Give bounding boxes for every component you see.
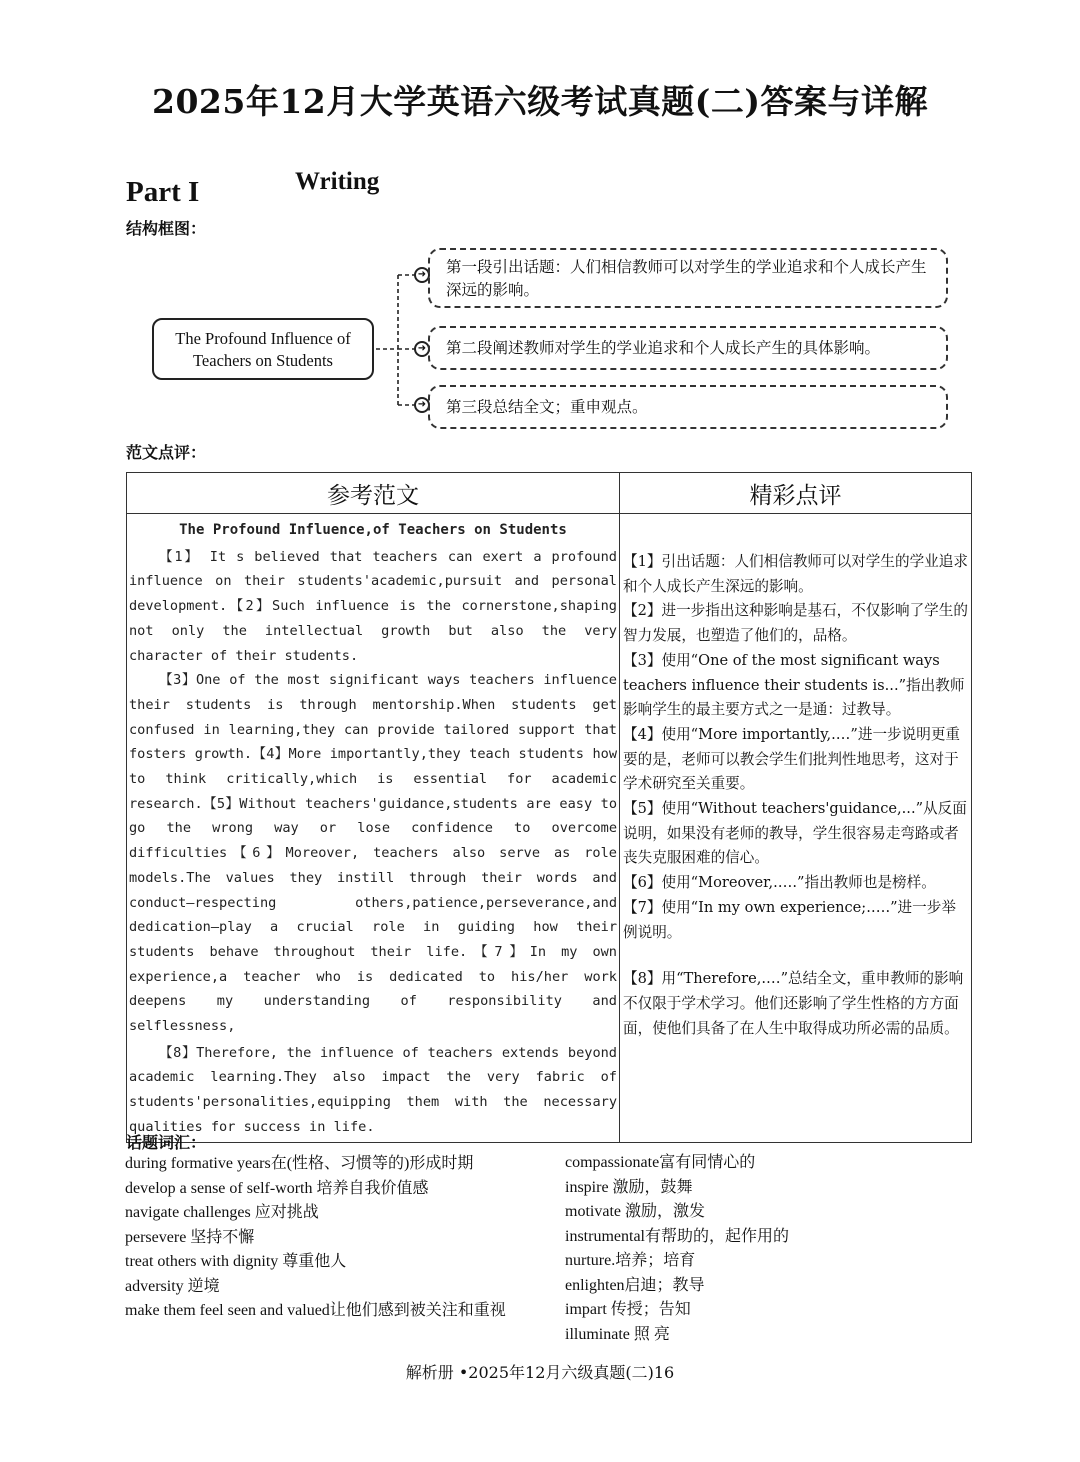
vocab-item: nurture.培养；培育	[565, 1252, 696, 1269]
vocab-item: make them feel seen and valued让他们感到被关注和重视	[125, 1302, 506, 1319]
vocab-item: persevere 坚持不懈	[125, 1228, 255, 1246]
vocab-item: adversity 逆境	[125, 1277, 220, 1295]
framework-label: 结构框图：	[126, 219, 207, 238]
comment-7: 【7】使用“In my own experience;.….”进一步举例说明。	[623, 898, 956, 941]
part-heading: Part I	[126, 176, 200, 208]
comment-4: 【4】使用“More importantly,.…”进一步说明更重要的是，老师可以教会学生们批判性地思考，这对于学术研究至关重要。	[623, 725, 961, 793]
table-header-comments: 精彩点评	[620, 473, 972, 514]
vocab-label: 话题词汇：	[126, 1133, 207, 1152]
vocab-item: compassionate富有同情心的	[565, 1154, 756, 1171]
arrow-icon: ➜	[414, 267, 430, 283]
comment-5: 【5】使用“Without teachers'guidance,...”从反面说明，如果没有老师的教导，学生很容易走弯路或者丧失克服困难的信心。	[623, 800, 967, 867]
vocab-item: inspire 激励，鼓舞	[565, 1178, 693, 1196]
comment-3: 【3】使用“One of the most significant ways teachers influence their students is...”指出教师影响学生的最主要方式之一是通：过教导。	[623, 651, 965, 719]
table-header-essay: 参考范文	[127, 473, 620, 514]
vocab-item: navigate challenges 应对挑战	[125, 1204, 319, 1221]
vocab-item: instrumental有帮助的，起作用的	[565, 1227, 789, 1245]
vocab-right-list	[565, 1151, 965, 1347]
comment-1: 【1】引出话题：人们相信教师可以对学生的学业追求和个人成长产生深远的影响。	[623, 553, 968, 595]
page-footer: 解析册 •2025年12月六级真题(二)16	[405, 1363, 675, 1382]
comment-8: 【8】用“Therefore,.…”总结全文，重申教师的影响不仅限于学术学习。他们还影响了学生性格的方方面面，使他们具备了在人生中取得成功所必需的品质。	[623, 970, 964, 1037]
essay-paragraph-2: 【3】One of the most significant ways teachers influence their students is through mentorship.When students get confused in learning,they can provide tailored support that fosters growth.【4】More importantly,they teach students how to think critically,which is essential for academic research.【5】Without teachers'guidance,students are easy to go the wrong way or lose confidence to overcome difficulties【6】Moreover, teachers also serve as role models.The values they instill through their words and conduct—respecting others,patience,perseverance,and dedication—play a crucial role in guiding how their students behave throughout their life.【7】In my own experience,a teacher who is dedicated to his/her work deepens my understanding of responsibility and selflessness,	[129, 672, 617, 1035]
essay-title: The Profound Influence,of Teachers on Students	[179, 522, 567, 538]
comment-6: 【6】使用“Moreover,.….”指出教师也是榜样。	[623, 874, 936, 892]
vocab-item: enlighten启迪；教导	[565, 1276, 705, 1294]
vocab-item: treat others with dignity 尊重他人	[125, 1253, 347, 1270]
essay-paragraph-1: 【1】 It s believed that teachers can exert a profound influence on their students'academic,pursuit and personal development.【2】Such influence is the cornerstone,shaping not only the intellectual growth but also the very character of their students.	[129, 548, 617, 664]
vocab-item: develop a sense of self-worth 培养自我价值感	[125, 1179, 429, 1197]
essay-cell	[127, 514, 620, 1143]
arrow-icon: ➜	[414, 397, 430, 413]
mind-map-node-2: 第二段阐述教师对学生的学业追求和个人成长产生的具体影响。	[428, 326, 948, 370]
comment-2: 【2】进一步指出这种影响是基石，不仅影响了学生的智力发展，也塑造了他们的，品格。	[623, 602, 968, 645]
vocab-item: during formative years在(性格、习惯等的)形成时期	[125, 1155, 474, 1172]
mind-map-node-1: 第一段引出话题：人们相信教师可以对学生的学业追求和个人成长产生深远的影响。	[428, 248, 948, 308]
vocab-left-list	[125, 1152, 545, 1324]
vocab-item: impart 传授；告知	[565, 1301, 691, 1318]
mind-map-root: The Profound Influence of Teachers on Students	[152, 318, 374, 380]
essay-paragraph-3: 【8】Therefore, the influence of teachers extends beyond academic learning.They also impact the very fabric of students'personalities,equipping them with the necessary qualities for success in life.	[129, 1044, 617, 1135]
comments-cell	[620, 514, 972, 1143]
arrow-icon: ➜	[414, 341, 430, 357]
section-heading: Writing	[295, 168, 380, 195]
review-label: 范文点评：	[126, 443, 207, 462]
vocab-item: illuminate 照 亮	[565, 1325, 670, 1343]
vocab-item: motivate 激励，激发	[565, 1203, 705, 1220]
essay-table	[126, 472, 972, 1143]
page-title: 2025年12月大学英语六级考试真题(二)答案与详解	[152, 82, 928, 121]
mind-map-node-3: 第三段总结全文；重申观点。	[428, 385, 948, 429]
